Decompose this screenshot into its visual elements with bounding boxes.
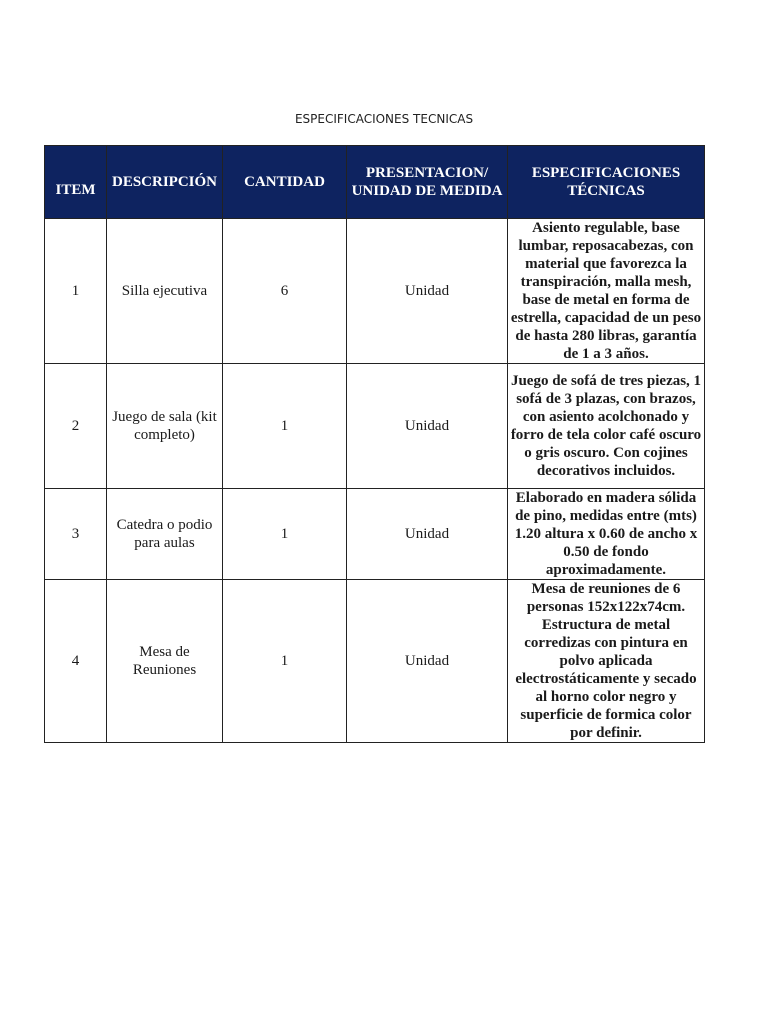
table-row: [45, 489, 705, 580]
header-specifications-line2: TÉCNICAS: [567, 183, 645, 199]
specifications-table: [44, 145, 705, 743]
page-title: ESPECIFICACIONES TECNICAS: [294, 112, 474, 126]
item-quantity: 6: [223, 219, 347, 364]
header-presentation-line1: PRESENTACION/: [365, 165, 489, 181]
header-specifications: [508, 146, 705, 219]
header-presentation-line2: UNIDAD DE MEDIDA: [351, 183, 503, 199]
item-description: Catedra o podio para aulas: [107, 489, 223, 580]
item-specifications: Juego de sofá de tres piezas, 1 sofá de 3 plazas, con brazos, con asiento acolchonado y forro de tela color café oscuro o gris oscuro. Con cojines decorativos incluidos.: [508, 364, 705, 489]
header-quantity: CANTIDAD: [223, 146, 347, 219]
header-presentation: [347, 146, 508, 219]
item-unit: Unidad: [347, 489, 508, 580]
item-unit: Unidad: [347, 364, 508, 489]
item-number: 2: [45, 364, 107, 489]
item-quantity: 1: [223, 489, 347, 580]
header-specifications-line1: ESPECIFICACIONES: [531, 165, 681, 181]
item-specifications: Mesa de reuniones de 6 personas 152x122x74cm. Estructura de metal corredizas con pintura en polvo aplicada electrostáticamente y secado al horno color negro y superficie de formica color por definir.: [508, 580, 705, 743]
item-unit: Unidad: [347, 580, 508, 743]
item-quantity: 1: [223, 580, 347, 743]
table-row: [45, 580, 705, 743]
item-description: Silla ejecutiva: [107, 219, 223, 364]
header-description: DESCRIPCIÓN: [107, 146, 223, 219]
header-item: ITEM: [45, 146, 107, 219]
item-description: Mesa de Reuniones: [107, 580, 223, 743]
item-quantity: 1: [223, 364, 347, 489]
item-specifications: Elaborado en madera sólida de pino, medidas entre (mts) 1.20 altura x 0.60 de ancho x 0.50 de fondo aproximadamente.: [508, 489, 705, 580]
item-number: 3: [45, 489, 107, 580]
item-unit: Unidad: [347, 219, 508, 364]
table-header-row: [45, 146, 705, 219]
table-row: [45, 219, 705, 364]
item-description: Juego de sala (kit completo): [107, 364, 223, 489]
table-row: [45, 364, 705, 489]
item-specifications: Asiento regulable, base lumbar, reposacabezas, con material que favorezca la transpiración, malla mesh, base de metal en forma de estrella, capacidad de un peso de hasta 280 libras, garantía de 1 a 3 años.: [508, 219, 705, 364]
item-number: 1: [45, 219, 107, 364]
item-number: 4: [45, 580, 107, 743]
